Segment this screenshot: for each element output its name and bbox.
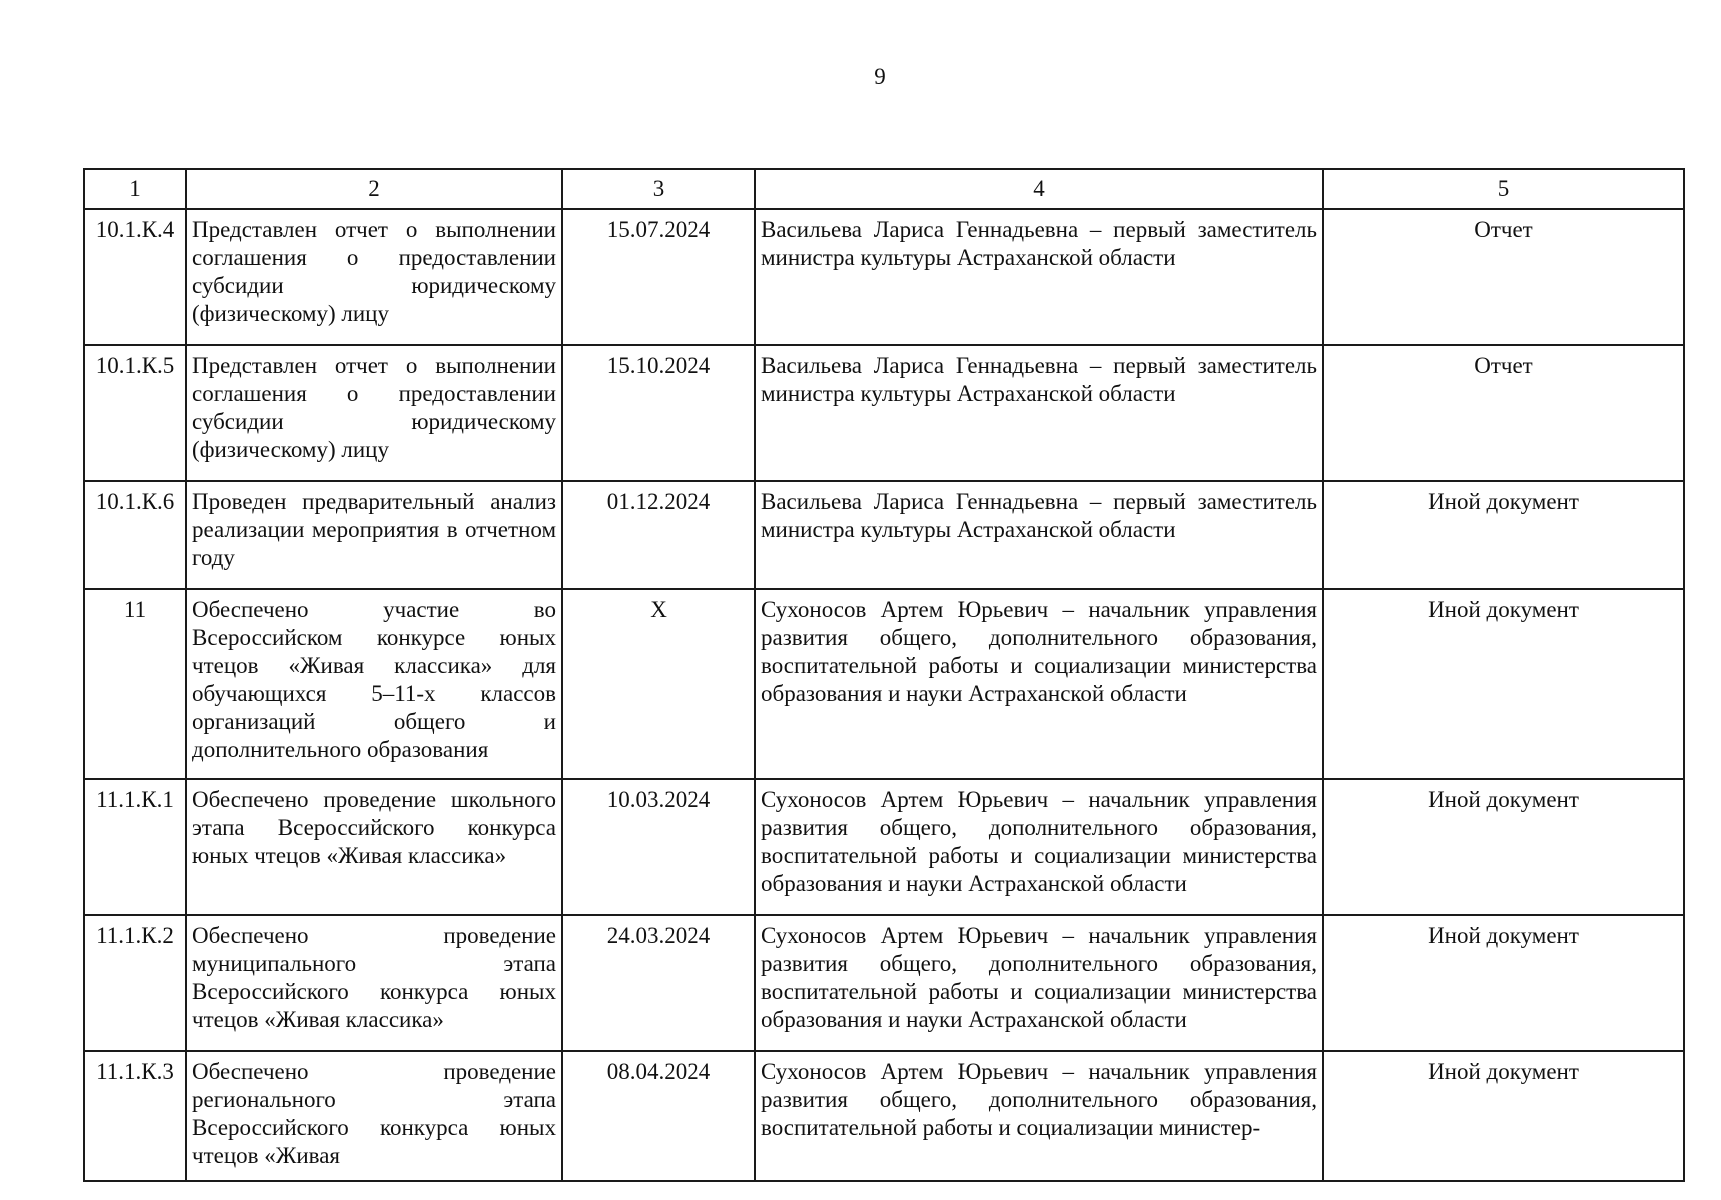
row-document-cell: Иной документ	[1323, 915, 1684, 1051]
row-document-cell: Отчет	[1323, 209, 1684, 345]
table-row	[84, 589, 1684, 779]
row-date-cell: 08.04.2024	[562, 1051, 755, 1181]
table-row	[84, 209, 1684, 345]
table-header-row	[84, 169, 1684, 209]
row-description-cell: Представлен отчет о выполнении соглашения о предоставлении субсидии юридическому (физическому) лицу	[186, 209, 562, 345]
row-id-cell: 10.1.К.6	[84, 481, 186, 589]
table-row	[84, 1051, 1684, 1181]
column-header-1: 1	[84, 169, 186, 209]
row-responsible-cell: Васильева Лариса Геннадьевна – первый заместитель министра культуры Астраханской области	[755, 481, 1323, 589]
page-number: 9	[874, 64, 886, 89]
row-responsible-cell: Сухоносов Артем Юрьевич – начальник управления развития общего, дополнительного образования, воспитательной работы и социализации министерства образования и науки Астраханской области	[755, 589, 1323, 779]
column-header-2: 2	[186, 169, 562, 209]
table-row	[84, 481, 1684, 589]
row-date-cell: Х	[562, 589, 755, 779]
row-document-cell: Отчет	[1323, 345, 1684, 481]
row-description-cell: Обеспечено проведение регионального этапа Всероссийского конкурса юных чтецов «Живая	[186, 1051, 562, 1181]
row-id-cell: 10.1.К.5	[84, 345, 186, 481]
row-description-cell: Обеспечено участие во Всероссийском конкурсе юных чтецов «Живая классика» для обучающихся 5–11-х классов организаций общего и дополнительного образования	[186, 589, 562, 779]
row-date-cell: 15.10.2024	[562, 345, 755, 481]
row-id-cell: 11.1.К.1	[84, 779, 186, 915]
row-id-cell: 11.1.К.2	[84, 915, 186, 1051]
row-document-cell: Иной документ	[1323, 1051, 1684, 1181]
table-row	[84, 345, 1684, 481]
row-document-cell: Иной документ	[1323, 481, 1684, 589]
column-header-5: 5	[1323, 169, 1684, 209]
row-description-cell: Представлен отчет о выполнении соглашения о предоставлении субсидии юридическому (физическому) лицу	[186, 345, 562, 481]
row-id-cell: 11	[84, 589, 186, 779]
row-date-cell: 10.03.2024	[562, 779, 755, 915]
row-description-cell: Обеспечено проведение муниципального этапа Всероссийского конкурса юных чтецов «Живая классика»	[186, 915, 562, 1051]
row-document-cell: Иной документ	[1323, 589, 1684, 779]
plan-table	[83, 168, 1685, 1182]
row-description-cell: Проведен предварительный анализ реализации мероприятия в отчетном году	[186, 481, 562, 589]
row-responsible-cell: Васильева Лариса Геннадьевна – первый заместитель министра культуры Астраханской области	[755, 345, 1323, 481]
column-header-3: 3	[562, 169, 755, 209]
row-responsible-cell: Васильева Лариса Геннадьевна – первый заместитель министра культуры Астраханской области	[755, 209, 1323, 345]
row-responsible-cell: Сухоносов Артем Юрьевич – начальник управления развития общего, дополнительного образования, воспитательной работы и социализации министер-	[755, 1051, 1323, 1181]
table-row	[84, 915, 1684, 1051]
row-id-cell: 11.1.К.3	[84, 1051, 186, 1181]
row-date-cell: 24.03.2024	[562, 915, 755, 1051]
column-header-4: 4	[755, 169, 1323, 209]
row-document-cell: Иной документ	[1323, 779, 1684, 915]
row-date-cell: 15.07.2024	[562, 209, 755, 345]
row-description-cell: Обеспечено проведение школьного этапа Всероссийского конкурса юных чтецов «Живая классика»	[186, 779, 562, 915]
row-date-cell: 01.12.2024	[562, 481, 755, 589]
row-responsible-cell: Сухоносов Артем Юрьевич – начальник управления развития общего, дополнительного образования, воспитательной работы и социализации министерства образования и науки Астраханской области	[755, 915, 1323, 1051]
table-row	[84, 779, 1684, 915]
row-responsible-cell: Сухоносов Артем Юрьевич – начальник управления развития общего, дополнительного образования, воспитательной работы и социализации министерства образования и науки Астраханской области	[755, 779, 1323, 915]
row-id-cell: 10.1.К.4	[84, 209, 186, 345]
